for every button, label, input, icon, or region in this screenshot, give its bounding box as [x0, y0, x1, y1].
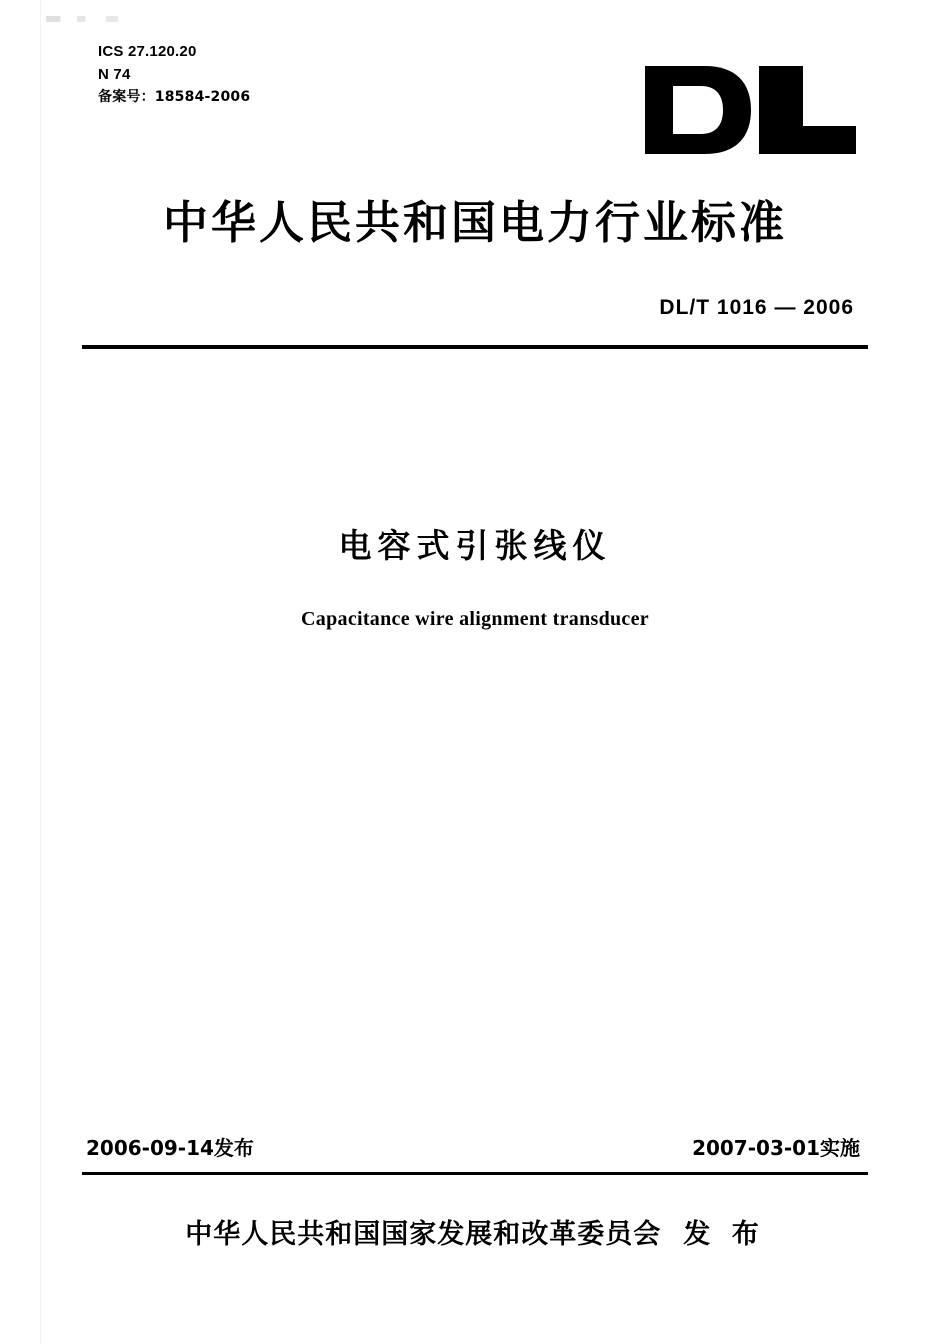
- standard-number: DL/T 1016 — 2006: [659, 296, 854, 319]
- header-divider: [82, 345, 868, 349]
- national-standard-title: 中华人民共和国电力行业标准: [162, 196, 787, 249]
- ics-code: ICS 27.120.20: [98, 43, 197, 60]
- document-title-english: Capacitance wire alignment transducer: [301, 608, 649, 630]
- dl-logo: [643, 64, 858, 156]
- classification-code: N 74: [98, 66, 131, 84]
- publisher-line: [0, 1212, 950, 1251]
- document-title-chinese: 电容式引张线仪: [338, 526, 612, 565]
- publisher-name: 中华人民共和国国家发展和改革委员会: [185, 1219, 662, 1250]
- scan-speckle-artifact: [46, 16, 166, 22]
- footer-divider: [82, 1172, 868, 1175]
- ics-metadata-block: [98, 40, 250, 108]
- publisher-verb: 发 布: [683, 1219, 765, 1250]
- record-number: 备案号：18584-2006: [98, 88, 251, 105]
- issue-date: 2006-09-14发布: [86, 1136, 254, 1160]
- effective-date: 2007-03-01实施: [692, 1136, 860, 1160]
